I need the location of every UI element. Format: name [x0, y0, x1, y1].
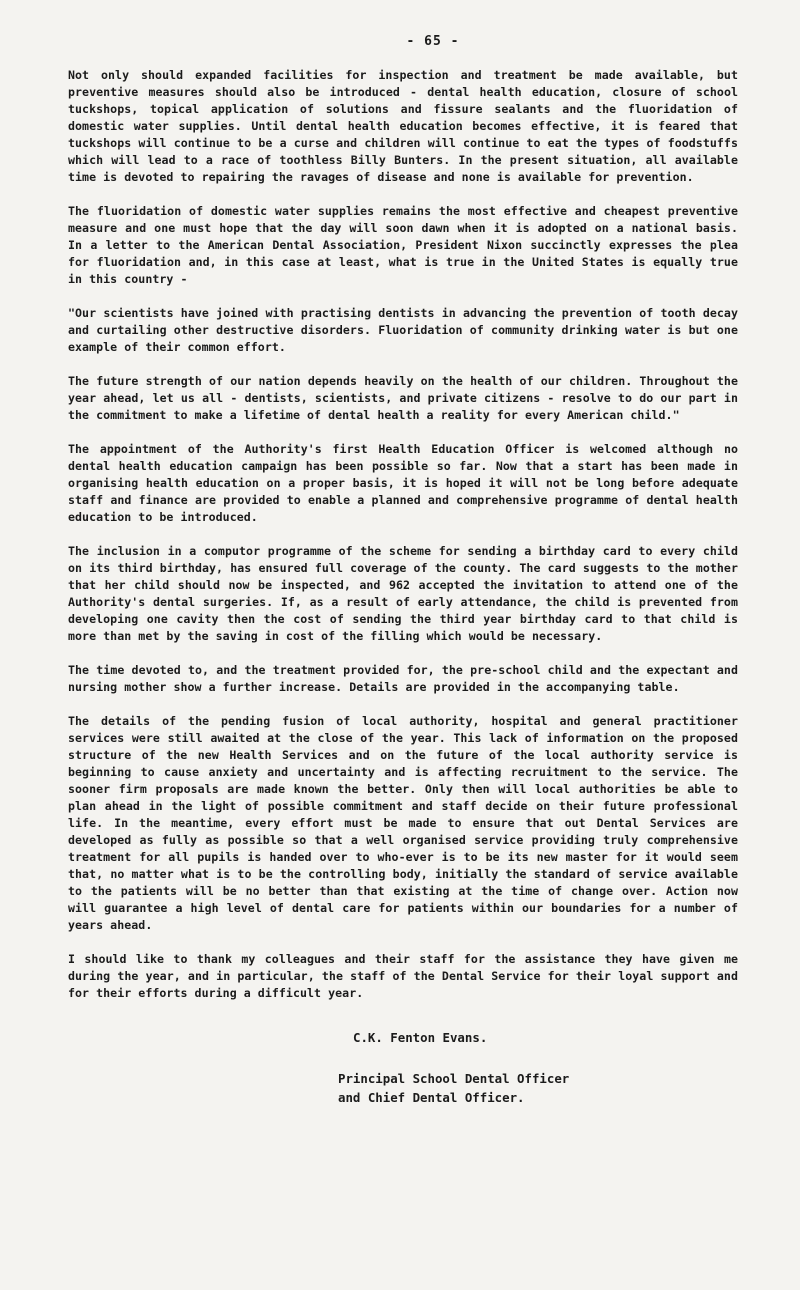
- paragraph-fusion-of-services: The details of the pending fusion of local authority, hospital and general practitioner services were still awaited at the close of the year. This lack of information on the proposed structure of the new Health Services and on the future of the local authority service is beginning to cause anxiety and uncertainty and is affecting recruitment to the service. The sooner firm proposals are made known the better. Only then will local authorities be able to plan ahead in the light of possible commitment and staff decide on their future professional life. In the meantime, every effort must be made to ensure that out Dental Services are developed as fully as possible so that a well organised service providing truly comprehensive treatment for all pupils is handed over to who-ever is to be its new master for it would seem that, no matter what is to be the controlling body, initially the standard of service available to the patients will be no better than that existing at the time of change over. Action now will guarantee a high level of dental care for patients within our boundaries for a number of years ahead.: [68, 714, 738, 932]
- paragraph-birthday-card: The inclusion in a computor programme of the scheme for sending a birthday card to every child on its third birthday, has ensured full coverage of the county. The card suggests to the mother that her child should now be inspected, and 962 accepted the invitation to attend one of the Authority's dental surgeries. If, as a result of early attendance, the child is prevented from developing one cavity then the cost of sending the third year birthday card to that child is more than met by the saving in cost of the filling which would be necessary.: [68, 544, 738, 643]
- signatory-title-line-2: and Chief Dental Officer.: [338, 1090, 525, 1105]
- paragraph-quote-scientists: "Our scientists have joined with practising dentists in advancing the prevention of tooth decay and curtailing other destructive disorders. Fluoridation of community drinking water is but one example of their common effort.: [68, 306, 738, 354]
- paragraph-fluoridation: The fluoridation of domestic water supplies remains the most effective and cheapest preventive measure and one must hope that the day will soon dawn when it is adopted on a national basis. In a letter to the American Dental Association, President Nixon succinctly expresses the plea for fluoridation and, in this case at least, what is true in the United States is equally true in this country -: [68, 204, 738, 286]
- paragraph-thanks: I should like to thank my colleagues and their staff for the assistance they have given me during the year, and in particular, the staff of the Dental Service for their loyal support and for their efforts during a difficult year.: [68, 952, 738, 1000]
- paragraph-preventive-measures: Not only should expanded facilities for inspection and treatment be made available, but preventive measures should also be introduced - dental health education, closure of school tuckshops, topical application of solutions and fissure sealants and the fluoridation of domestic water supplies. Until dental health education becomes effective, it is feared that tuckshops will continue to be a curse and children will continue to eat the types of foodstuffs which will lead to a race of toothless Billy Bunters. In the present situation, all available time is devoted to repairing the ravages of disease and none is available for prevention.: [68, 68, 738, 184]
- paragraph-quote-future-strength: The future strength of our nation depends heavily on the health of our children. Throughout the year ahead, let us all - dentists, scientists, and private citizens - resolve to do our part in the commitment to make a lifetime of dental health a reality for every American child.": [68, 374, 738, 422]
- document-page: [68, 34, 738, 1107]
- paragraph-health-education-officer: The appointment of the Authority's first Health Education Officer is welcomed although no dental health education campaign has been possible so far. Now that a start has been made in organising health education on a proper basis, it is hoped it will not be long before adequate staff and finance are provided to enable a planned and comprehensive programme of dental health education to be introduced.: [68, 442, 738, 524]
- signature-block: [68, 1028, 738, 1107]
- signatory-title-line-1: Principal School Dental Officer: [338, 1071, 570, 1086]
- signatory-name: C.K. Fenton Evans.: [353, 1030, 488, 1045]
- paragraph-pre-school: The time devoted to, and the treatment provided for, the pre-school child and the expectant and nursing mother show a further increase. Details are provided in the accompanying table.: [68, 663, 738, 694]
- page-number: - 65 -: [406, 34, 460, 49]
